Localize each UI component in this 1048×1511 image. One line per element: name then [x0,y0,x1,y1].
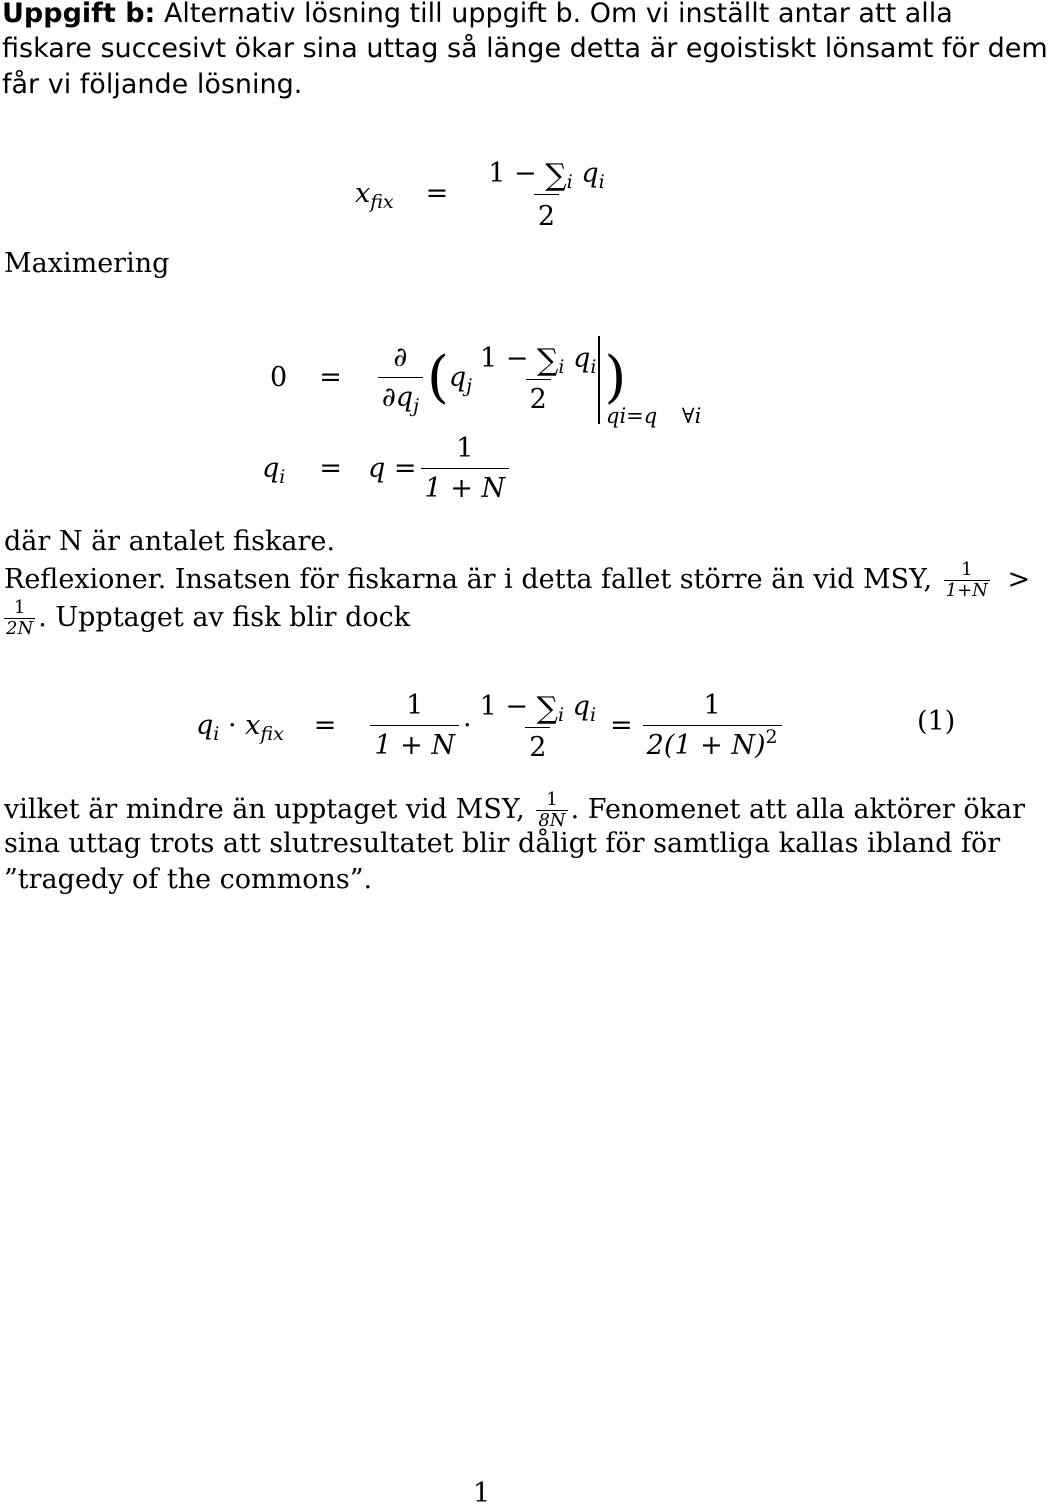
final-line-3: ”tragedy of the commons”. [4,864,373,895]
qi-lhs: $q_i$ [262,453,286,488]
final-line-2: sina uttag trots att slutresultatet blir dåligt för samtliga kallas ibland för [4,828,1001,859]
evaluation-bar [598,336,600,424]
zero-qj: $q_j$ [448,362,473,397]
equation-xfix [355,155,613,232]
zero-lhs: 0 [270,362,288,393]
left-paren: ( [426,344,449,410]
maximering-label: Maximering [4,248,170,279]
qi-mid: q = [368,453,417,484]
eq1-fraction-3: $\frac{1}{2(1 + N)^2}$ [643,690,782,761]
equation-qi [262,433,513,504]
intro-text-1: Alternativ lösning till uppgift b. Om vi inställt antar att alla [163,0,953,29]
right-paren: ) [604,344,627,410]
equation-number: (1) [917,706,956,737]
equation-zero [270,340,626,415]
reflexioner-line-2: $\frac{1}{2N}$ . Upptaget av fisk blir dock [6,597,411,639]
eq1-equals-2: = [610,710,633,741]
zero-fraction: $\frac{1 - \sum_i q_i}{2}$ [480,343,597,415]
intro-line-3: får vi följande lösning. [2,69,303,100]
eq1-equals: = [313,710,337,741]
intro-line-1 [2,0,953,32]
xfix-fraction: $\frac{1 - \sum_i q_i}{2}$ [488,158,605,232]
qi-equals: = [319,453,342,484]
text-dar: där N är antalet fiskare. [4,526,335,557]
equation-1 [196,688,786,763]
qi-fraction: $\frac{1}{1 + N}$ [421,433,510,504]
page-number: 1 [473,1478,491,1509]
xfix-equals: = [425,178,449,209]
zero-equals: = [319,362,342,393]
reflexioner-fraction-2: $\frac{1}{2N}$ [6,597,34,639]
eq1-fraction-1: $\frac{1}{1 + N}$ [370,690,459,761]
reflexioner-fraction-1: $\frac{1}{1+N}$ [945,559,988,601]
eq1-lhs: $q_i \cdot x_{fix}$ [196,710,284,745]
eq1-dot: · [463,710,472,741]
evaluation-subscript: qi=q ∀i [606,404,702,428]
intro-line-2: fiskare succesivt ökar sina uttag så länge detta är egoistiskt lönsamt för dem [2,33,1048,64]
eq1-fraction-2: $\frac{1 - \sum_i q_i}{2}$ [479,691,597,763]
task-label: Uppgift b: [2,0,156,29]
partial-derivative: $\frac{\partial}{\partial q_j}$ [378,342,423,413]
final-line-1: vilket är mindre än upptaget vid MSY, $\frac{1}{8N}$ . Fenomenet att alla aktörer ökar [4,789,1025,831]
xfix-lhs: $x_{fix}$ [355,178,394,213]
final-fraction: $\frac{1}{8N}$ [538,789,566,831]
reflexioner-line-1: Reflexioner. Insatsen för fiskarna är i detta fallet större än vid MSY, $\frac{1}{1+N}$ > [4,559,1031,601]
